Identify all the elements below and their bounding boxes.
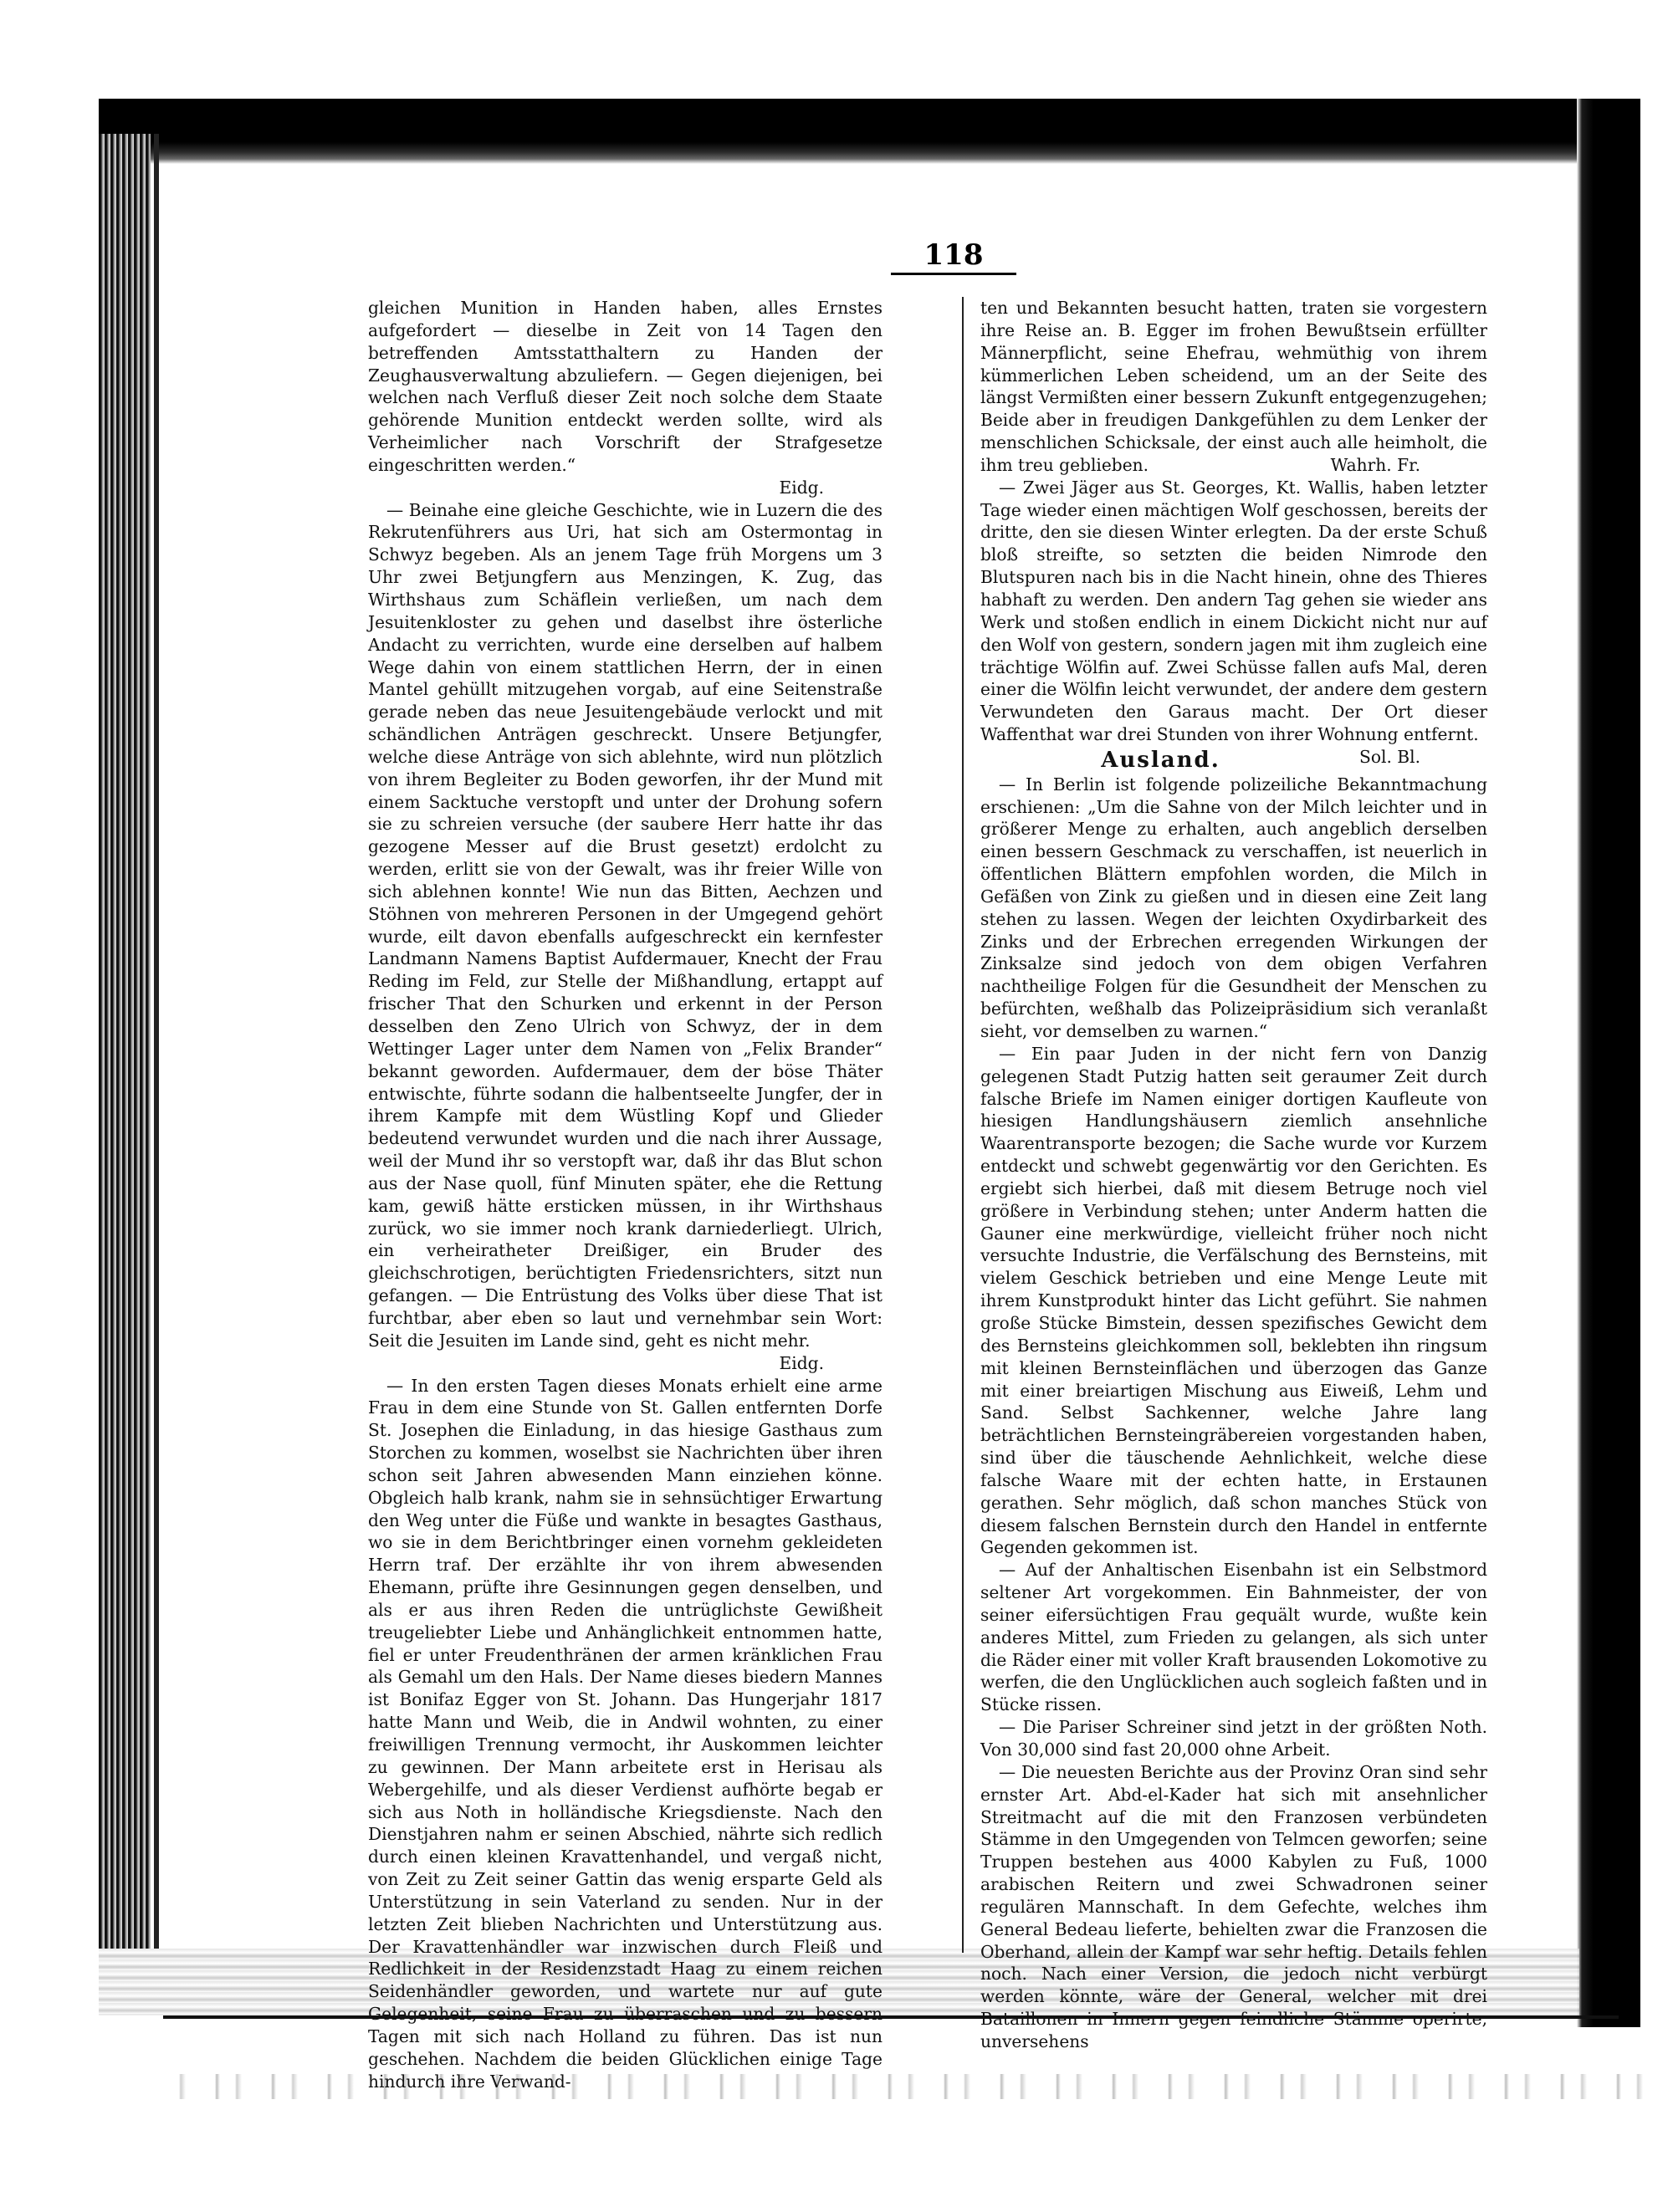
article-source: Wahrh. Fr.: [1330, 454, 1420, 475]
article-text: ten und Bekannten besucht hatten, traten sie vorgestern ihre Reise an. B. Egger im frohen Bewußtsein erfüllter Männerpflicht, seine Ehefrau, wehmüthig von ihrem kümmerlichen Leben scheidend, um an der Seite des längst Vermißten einer bessern Zukunft entgegenzugehen; Beide aber in freudigen Dankgefühlen zu dem Lenker der menschlichen Schicksale, der einst auch alle heimholt, die ihm treu geblieben.: [980, 298, 1487, 475]
article-text: — Auf der Anhaltischen Eisenbahn ist ein Selbstmord seltener Art vorgekommen. Ein Bahnmeister, der von seiner eifersüchtigen Frau gequält wurde, wußte kein anderes Mittel, zum Frieden zu gelangen, als sich unter die Räder einer mit voller Kraft brausenden Lokomotive zu werfen, die den Unglücklichen auch sogleich faßten und in Stücke rissen.: [980, 1560, 1487, 1715]
article-text: — Zwei Jäger aus St. Georges, Kt. Wallis, haben letzter Tage wieder einen mächtigen Wolf geschossen, bereits der dritte, den sie diesen Winter erlegten. Da der erste Schuß bloß streifte, so setzten die beiden Nimrode den Blutspuren nach bis in die Nacht hinein, ohne des Thieres habhaft zu werden. Den andern Tag gehen sie wieder ans Werk und stoßen endlich in einem Dickicht nicht nur auf den Wolf von gestern, sondern jagen mit ihm zugleich eine trächtige Wölfin auf. Zwei Schüsse fallen aufs Mal, deren einer die Wölfin leicht verwundet, der andere dem gestern Verwundeten den Garaus macht. Der Ort dieser Waffenthat war drei Stunden von ihrer Wohnung entfernt.: [980, 477, 1487, 745]
article: [980, 1761, 1487, 2053]
article-source: Eidg.: [779, 477, 824, 498]
left-column: [368, 297, 883, 2092]
article: [368, 1375, 883, 2093]
article-text: — In Berlin ist folgende polizeiliche Bekanntmachung erschienen: „Um die Sahne von der Milch leichter und in größerer Menge zu erhalten, auch angeblich derselben einen bessern Geschmack zu verschaffen, ist neuerlich in öffentlichen Blättern empfohlen worden, die Milch in Gefäßen von Zink zu gießen und in diesen eine Zeit lang stehen zu lassen. Wegen der leichten Oxydirbarkeit des Zinks und der Erbrechen erregenden Wirkungen der Zinksalze sind jedoch von dem obigen Verfahren nachtheilige Folgen für die Gesundheit der Menschen zu befürchten, weßhalb das Polizeipräsidium sich veranlaßt sieht, vor demselben zu warnen.“: [980, 774, 1487, 1041]
article-text: — Die Pariser Schreiner sind jetzt in der größten Noth. Von 30,000 sind fast 20,000 ohne Arbeit.: [980, 1717, 1487, 1760]
section-heading-ausland: Ausland.: [1101, 747, 1220, 773]
book-spine-edge: [99, 134, 151, 1949]
article: [980, 774, 1487, 1043]
article-source: Eidg.: [779, 1352, 824, 1373]
right-column: [980, 297, 1487, 2051]
article: [980, 1716, 1487, 1761]
article-text: — In den ersten Tagen dieses Monats erhielt eine arme Frau in dem eine Stunde von St. Gallen entfernten Dorfe St. Josephen die Einladung, in das hiesige Gasthaus zum Storchen zu kommen, woselbst sie Nachrichten über ihren schon seit Jahren abwesenden Mann einziehen könne. Obgleich halb krank, nahm sie in sehnsüchtiger Erwartung den Weg unter die Füße und wankte in besagtes Gasthaus, wo sie in dem Berichtbringer einen vornehm gekleideten Herrn traf. Der erzählte ihr von ihrem abwesenden Ehemann, prüfte ihre Gesinnungen gegen denselben, und als er aus ihren Reden die untrüglichste Gewißheit treugeliebter Liebe und Anhänglichkeit entnommen hatte, fiel er unter Freudenthränen der armen kränklichen Frau als Gemahl um den Hals. Der Name dieses biedern Mannes ist Bonifaz Egger von St. Johann. Das Hungerjahr 1817 hatte Mann und Weib, die in Andwil wohnten, zu einer freiwilligen Trennung vermocht, ihr Auskommen leichter zu gewinnen. Der Mann arbeitete erst in Herisau als Webergehilfe, und als dieser Verdienst aufhörte begab er sich aus Noth in holländische Kriegsdienste. Nach den Dienstjahren nahm er seinen Abschied, nährte sich redlich durch einen kleinen Kravattenhandel, und vergaß nicht, von Zeit zu Zeit seiner Gattin das wenig ersparte Geld als Unterstützung in sein Vaterland zu senden. Nur in der letzten Zeit blieben Nachrichten und Unterstützung aus. Der Kravattenhändler war inzwischen durch Fleiß und Redlichkeit in der Residenzstadt Haag zu einem reichen Seidenhändler geworden, und wartete nur auf gute Gelegenheit, seine Frau zu überraschen und zu bessern Tagen mit sich nach Holland zu führen. Das ist nun geschehen. Nachdem die beiden Glücklichen einige Tage hindurch ihre Verwand-: [368, 1375, 883, 2092]
article-text: — Beinahe eine gleiche Geschichte, wie in Luzern die des Rekrutenführers aus Uri, hat sich am Ostermontag in Schwyz begeben. Als an jenem Tage früh Morgens um 3 Uhr zwei Betjungfern aus Menzingen, K. Zug, das Wirthshaus zum Schäflein verließen, um nach dem Jesuitenkloster zu gehen und daselbst ihre österliche Andacht zu verrichten, wurde eine derselben auf halbem Wege dahin von einem stattlichen Herrn, der in einen Mantel gehüllt mitzugehen vorgab, auf eine Seitenstraße gerade neben das neue Jesuitengebäude verlockt und mit schändlichen Anträgen geschreckt. Unsere Betjungfer, welche diese Anträge von sich ablehnte, wird nun plötzlich von ihrem Begleiter zu Boden geworfen, ihr der Mund mit einem Sacktuche verstopft und unter der Drohung sofern sie zu schreien versuche (der saubere Herr hatte ihr das gezogene Messer auf die Brust gesetzt) erdolcht zu werden, erlitt sie von der Gewalt, was ihr freier Wille von sich ablehnen konnte! Wie nun das Bitten, Aechzen und Stöhnen von mehreren Personen in der Umgegend gehört wurde, eilt davon ebenfalls aufgeschreckt ein kernfester Landmann Namens Baptist Aufdermauer, Knecht der Frau Reding im Feld, zur Stelle der Mißhandlung, ertappt auf frischer That den Schurken und erkennt in der Person desselben den Zeno Ulrich von Schwyz, der in dem Wettinger Lager unter dem Namen von „Felix Brander“ bekannt geworden. Aufdermauer, dem der böse Thäter entwischte, führte sodann die halbentseelte Jungfer, der in ihrem Kampfe mit dem Wüstling Kopf und Glieder bedeutend verwundet wurden und die nach ihrer Aussage, weil der Mund ihr so verstopft war, daß ihr das Blut schon aus der Nase quoll, fünf Minuten später, ehe die Rettung kam, gewiß hätte ersticken müssen, in ihr Wirthshaus zurück, wo sie immer noch krank darniederliegt. Ulrich, ein verheiratheter Dreißiger, ein Bruder des gleichschrotigen, berüchtigten Friedensrichters, sitzt nun gefangen. — Die Entrüstung des Volks über diese That ist furchtbar, aber eben so laut und vernehmbar sein Wort: Seit die Jesuiten im Lande sind, geht es nicht mehr.: [368, 499, 883, 1351]
article-source: Sol. Bl.: [1359, 746, 1420, 767]
article-text: — Ein paar Juden in der nicht fern von Danzig gelegenen Stadt Putzig hatten seit geraumer Zeit durch falsche Briefe im Namen einiger dortigen Kaufleute von hiesigen Handlungshäusern ziemlich ansehnliche Waarentransporte bezogen; die Sache wurde vor Kurzem entdeckt und schwebt gegenwärtig vor den Gerichten. Es ergiebt sich hierbei, daß mit diesem Betruge noch viel größere in Verbindung stehen; unter Anderm hatten die Gauner eine merkwürdige, vielleicht früher noch nicht versuchte Industrie, die Verfälschung des Bernsteins, mit vielem Geschick betrieben und eine Menge Leute mit ihrem Kunstprodukt hinter das Licht geführt. Sie nahmen große Stücke Bimstein, dessen spezifisches Gewicht dem des Bernsteins gleichkommen soll, beklebten ihn ringsum mit kleinen Bernsteinflächen und überzogen das Ganze mit einer breiartigen Mischung aus Eiweiß, Lehm und Sand. Selbst Sachkenner, welche Jahre lang beträchtlichen Bernsteingräbereien vorgestanden haben, sind über die täuschende Aehnlichkeit, welche diese falsche Waare mit der echten hatte, in Erstaunen gerathen. Sehr möglich, daß schon manches Stück von diesem falschen Bernstein durch den Handel in entfernte Gegenden gekommen ist.: [980, 1043, 1487, 1558]
scan-border-top: [99, 99, 1604, 164]
article: [368, 499, 883, 1375]
article: [368, 297, 883, 499]
article: [980, 1559, 1487, 1716]
article-text: — Die neuesten Berichte aus der Provinz Oran sind sehr ernster Art. Abd-el-Kader hat sich mit ansehnlicher Streitmacht auf die mit den Franzosen verbündeten Stämme in den Umgegenden von Telmcen geworfen; seine Truppen bestehen aus 4000 Kabylen zu Fuß, 1000 arabischen Reitern und zwei Schwadronen seiner regulären Mannschaft. In dem Gefechte, welches ihm General Bedeau lieferte, behielten zwar die Franzosen die Oberhand, allein der Kampf war sehr heftig. Details fehlen noch. Nach einer Version, die jedoch nicht verbürgt werden könnte, wäre der General, welcher mit drei Bataillonen in Innern gegen feindliche Stämme operirte, unversehens: [980, 1761, 1487, 2051]
article: [980, 297, 1487, 477]
page-number-rule: [891, 273, 1016, 275]
page-number: 118: [923, 238, 984, 272]
column-divider: [962, 297, 964, 1953]
page-left-edge: [154, 134, 159, 1949]
article-text: gleichen Munition in Handen haben, alles Ernstes aufgefordert — dieselbe in Zeit von 14 Tagen den betreffenden Amtsstatthaltern zu Handen der Zeughausverwaltung abzuliefern. — Gegen diejenigen, bei welchen nach Verfluß dieser Zeit noch solche dem Staate gehörende Munition entdeckt werden sollte, wird als Verheimlicher nach Vorschrift der Strafgesetze eingeschritten werden.“: [368, 298, 883, 475]
scan-border-right: [1577, 99, 1640, 2027]
article: [980, 1043, 1487, 1559]
